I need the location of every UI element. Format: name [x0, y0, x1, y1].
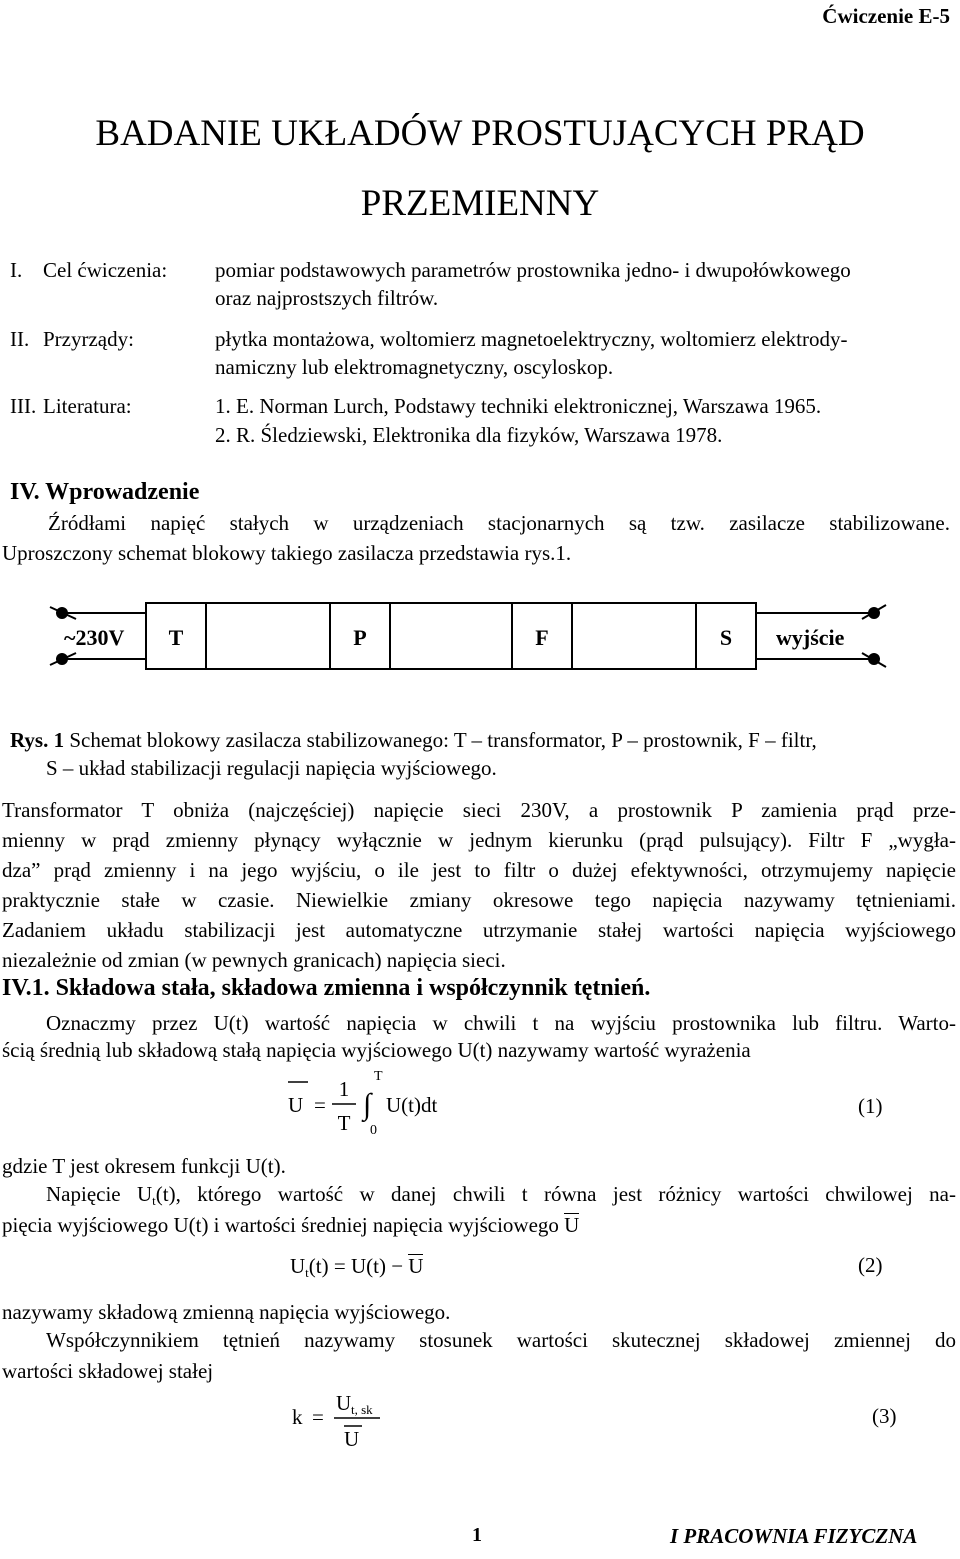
paragraph-3-line-2: wartości składowej stałej	[2, 1359, 214, 1383]
eq1-upper-limit: T	[374, 1069, 383, 1084]
section-literature-label: Literatura:	[43, 394, 132, 418]
block-diagram	[0, 595, 960, 695]
section-instruments-label: Przyrządy:	[43, 327, 134, 351]
output-terminal-top	[868, 607, 880, 619]
eq3-equals: =	[312, 1405, 324, 1429]
eq1-numerator: 1	[338, 1077, 350, 1101]
paragraph-2-line-2	[2, 1212, 579, 1238]
eq2-mean-u: U	[408, 1254, 424, 1278]
eq1-lhs: U	[288, 1093, 304, 1117]
paragraph-line: mienny w prąd zmienny płynący wyłącznie w jednym kierunku (prąd pulsujący). Filtr F „wygła-	[2, 828, 956, 852]
section-literature-num: III.	[10, 394, 37, 418]
page-title: BADANIE UKŁADÓW PROSTUJĄCYCH PRĄD	[95, 113, 865, 154]
equation-1	[270, 1068, 510, 1138]
diagram-block-label: T	[168, 625, 184, 650]
page-title-line2: PRZEMIENNY	[360, 183, 600, 224]
diagram-block-label: F	[535, 625, 549, 650]
intro-line-2: Uproszczony schemat blokowy takiego zasilacza przedstawia rys.1.	[2, 541, 572, 565]
para2-subscript: t	[152, 1193, 156, 1208]
eq2-subscript: t	[305, 1265, 309, 1280]
eq2-rest: (t) = U(t) −	[308, 1254, 409, 1278]
paragraph-line: niezależnie od zmian (w pewnych granicach) napięcia sieci.	[2, 948, 506, 972]
eq1-lower-limit: 0	[370, 1123, 377, 1138]
exercise-label: Ćwiczenie E-5	[822, 4, 950, 28]
input-terminal-top	[56, 607, 68, 619]
after-eq1-text: gdzie T jest okresem funkcji U(t).	[2, 1154, 286, 1178]
section-instruments-text-2: namiczny lub elektromagnetyczny, oscyloskop.	[215, 355, 614, 379]
paragraph-3-line-1: Współczynnikiem tętnień nazywamy stosunek wartości skutecznej składowej zmiennej do	[46, 1328, 956, 1352]
lab-name: I PRACOWNIA FIZYCZNA	[670, 1524, 918, 1548]
section-instruments-text: płytka montażowa, woltomierz magnetoelektryczny, woltomierz elektrody-	[215, 327, 848, 351]
literature-item-2: 2. R. Śledziewski, Elektronika dla fizyków, Warszawa 1978.	[215, 423, 723, 447]
paragraph-line: praktycznie stałe w czasie. Niewielkie zmiany okresowe tego napięcia nazywamy tętnieniami.	[2, 888, 956, 912]
diagram-block-label: S	[719, 625, 733, 650]
eq3-denominator: U	[344, 1427, 360, 1451]
eq3-numerator-subscript: t, sk	[351, 1402, 373, 1417]
section-goal-text: pomiar podstawowych parametrów prostownika jedno- i dwupołówkowego	[215, 258, 851, 282]
section-instruments-num: II.	[10, 327, 30, 351]
paragraph-line: dza” prąd zmienny i na jego wyjściu, o ile jest to filtr o dużej efektywności, otrzymujemy napięcie	[2, 858, 956, 882]
integral-sign: ∫	[363, 1088, 372, 1121]
figure-caption-text: Schemat blokowy zasilacza stabilizowanego: T – transformator, P – prostownik, F – filtr,	[64, 728, 817, 752]
para2-part: Napięcie U	[46, 1182, 153, 1206]
literature-item-1: 1. E. Norman Lurch, Podstawy techniki elektronicznej, Warszawa 1965.	[215, 394, 822, 418]
eq2-base: U	[290, 1254, 306, 1278]
para2-part: pięcia wyjściowego U(t) i wartości średniej napięcia wyjściowego	[2, 1213, 565, 1237]
equation-2	[290, 1253, 423, 1286]
paragraph-transformer	[2, 795, 956, 975]
equation-3	[284, 1384, 404, 1454]
paragraph-line: Transformator T obniża (najczęściej) napięcie sieci 230V, a prostownik P zamienia prąd prze-	[2, 798, 956, 822]
paragraph-2-line-1	[46, 1179, 956, 1216]
output-terminal-bottom	[868, 653, 880, 665]
section-goal-num: I.	[10, 258, 23, 282]
section-41-heading: IV.1. Składowa stała, składowa zmienna i współczynnik tętnień.	[2, 975, 651, 1001]
figure-caption	[10, 727, 817, 753]
eq1-denominator: T	[337, 1111, 351, 1135]
eq3-numerator: U	[336, 1391, 352, 1415]
eq3-lhs: k	[292, 1405, 303, 1429]
diagram-input-label: ~230V	[64, 625, 125, 650]
after-eq2-text: nazywamy składową zmienną napięcia wyjściowego.	[2, 1300, 451, 1324]
para2-mean-u: U	[564, 1213, 580, 1237]
input-terminal-bottom	[56, 653, 68, 665]
intro-heading: IV. Wprowadzenie	[10, 479, 200, 505]
figure-caption-line-2: S – układ stabilizacji regulacji napięcia wyjściowego.	[46, 756, 497, 780]
section-41-line-2: ścią średnią lub składową stałą napięcia wyjściowego U(t) nazywamy wartość wyrażenia	[2, 1038, 751, 1062]
section-goal-text-2: oraz najprostszych filtrów.	[215, 286, 439, 310]
section-41-line-1: Oznaczmy przez U(t) wartość napięcia w chwili t na wyjściu prostownika lub filtru. Warto-	[46, 1011, 956, 1035]
para2-part: (t), którego wartość w danej chwili t równa jest różnicy wartości chwilowej na-	[155, 1182, 956, 1206]
eq3-number: (3)	[872, 1404, 897, 1428]
eq2-number: (2)	[858, 1253, 883, 1277]
paragraph-line: Zadaniem układu stabilizacji jest automatyczne utrzymanie stałej wartości napięcia wyjściowego	[2, 918, 956, 942]
section-goal-label: Cel ćwiczenia:	[43, 258, 168, 282]
diagram-output-label: wyjście	[776, 625, 845, 650]
diagram-block-label: P	[353, 625, 367, 650]
eq1-equals: =	[314, 1093, 326, 1117]
page-number: 1	[472, 1524, 482, 1546]
figure-caption-label: Rys. 1	[10, 728, 65, 752]
eq1-number: (1)	[858, 1094, 883, 1118]
intro-line-1: Źródłami napięć stałych w urządzeniach stacjonarnych są tzw. zasilacze stabilizowane.	[48, 511, 950, 535]
eq1-integrand: U(t)dt	[386, 1093, 438, 1117]
